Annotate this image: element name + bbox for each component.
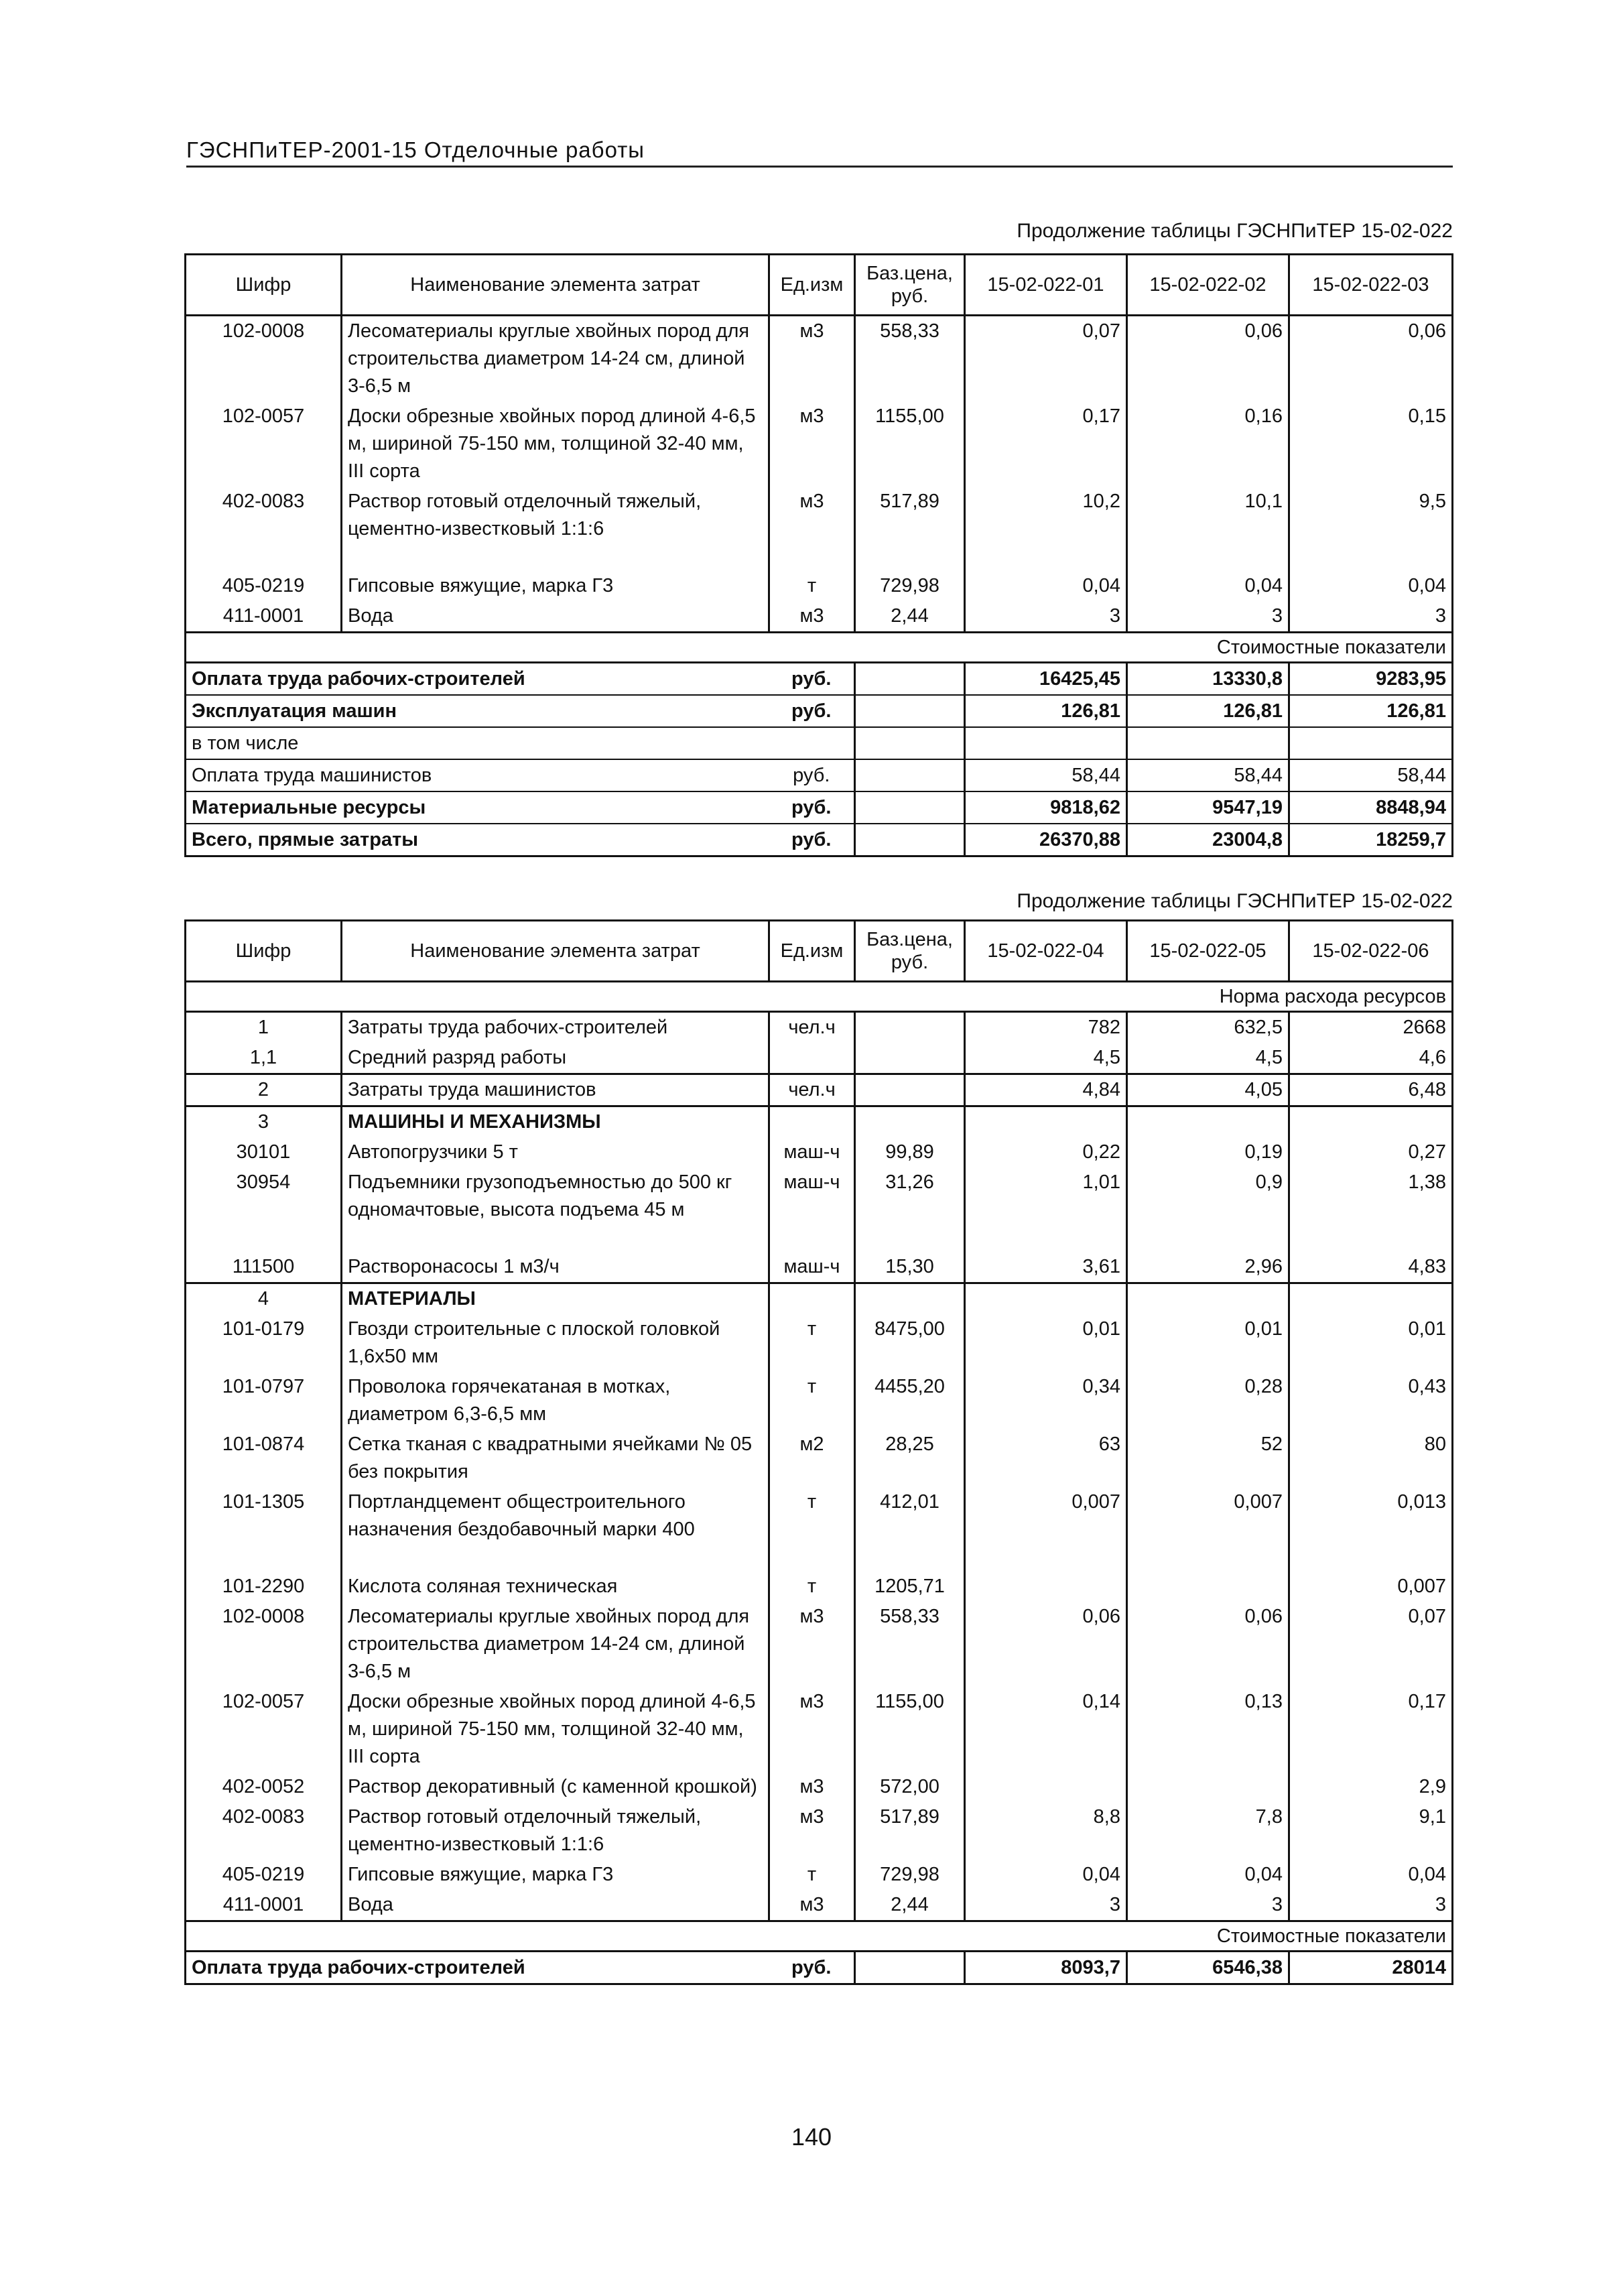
row-unit: м3	[769, 601, 855, 633]
row-value-3: 0,04	[1289, 571, 1453, 601]
resource-table-1	[184, 253, 1453, 857]
cost-name: Материальные ресурсы	[186, 791, 769, 824]
cost-unit: руб.	[769, 824, 855, 856]
row-value-2: 0,28	[1127, 1372, 1289, 1429]
row-unit: м3	[769, 1772, 855, 1802]
row-price: 15,30	[855, 1252, 965, 1283]
row-name: Лесоматериалы круглые хвойных пород для строительства диаметром 14-24 см, длиной 3-6,5 м	[342, 316, 769, 402]
row-value-1: 8,8	[965, 1802, 1127, 1860]
row-price: 31,26	[855, 1167, 965, 1225]
row-name: Портландцемент общестроительного назначения бездобавочный марки 400	[342, 1487, 769, 1545]
row-price: 412,01	[855, 1487, 965, 1545]
row-code: 405-0219	[186, 571, 342, 601]
row-value-2: 0,19	[1127, 1137, 1289, 1167]
table-row	[186, 1012, 1453, 1043]
row-value-2: 0,06	[1127, 316, 1289, 402]
row-value-3: 0,04	[1289, 1860, 1453, 1890]
cost-row	[186, 824, 1453, 856]
table-row	[186, 1602, 1453, 1687]
row-value-1	[965, 1772, 1127, 1802]
col-header-rate-6: 15-02-022-06	[1289, 921, 1453, 982]
row-unit: т	[769, 1487, 855, 1545]
row-code: 405-0219	[186, 1860, 342, 1890]
cost-row	[186, 695, 1453, 727]
cost-value-3: 126,81	[1289, 695, 1453, 727]
row-name: Раствор готовый отделочный тяжелый, цементно-известковый 1:1:6	[342, 1802, 769, 1860]
table-row	[186, 1043, 1453, 1074]
row-unit: чел.ч	[769, 1012, 855, 1043]
row-value-1: 63	[965, 1429, 1127, 1487]
row-name: Подъемники грузоподъемностью до 500 кг одномачтовые, высота подъема 45 м	[342, 1167, 769, 1225]
cost-value-3: 18259,7	[1289, 824, 1453, 856]
row-unit: м3	[769, 1687, 855, 1772]
row-value-3: 2668	[1289, 1012, 1453, 1043]
row-unit: м3	[769, 1802, 855, 1860]
row-price: 572,00	[855, 1772, 965, 1802]
section-row	[186, 1283, 1453, 1315]
row-unit: м3	[769, 1890, 855, 1921]
table-row	[186, 1429, 1453, 1487]
table-row	[186, 1252, 1453, 1283]
cost-value-3: 9283,95	[1289, 663, 1453, 696]
table-row	[186, 1372, 1453, 1429]
col-header-name: Наименование элемента затрат	[342, 255, 769, 316]
row-unit: чел.ч	[769, 1074, 855, 1106]
cost-value-1: 16425,45	[965, 663, 1127, 696]
cost-unit: руб.	[769, 791, 855, 824]
row-code: 102-0008	[186, 1602, 342, 1687]
row-value-3: 2,9	[1289, 1772, 1453, 1802]
cost-value-3: 58,44	[1289, 759, 1453, 791]
table-row	[186, 1890, 1453, 1921]
row-name: Раствор декоративный (с каменной крошкой)	[342, 1772, 769, 1802]
row-code: 30101	[186, 1137, 342, 1167]
cost-row	[186, 663, 1453, 696]
row-name: Сетка тканая с квадратными ячейками № 05 без покрытия	[342, 1429, 769, 1487]
row-value-1: 0,22	[965, 1137, 1127, 1167]
row-value-1: 782	[965, 1012, 1127, 1043]
row-value-2: 0,16	[1127, 401, 1289, 487]
cost-name: Оплата труда рабочих-строителей	[186, 1952, 769, 1984]
cost-row	[186, 1952, 1453, 1984]
row-name: Гвозди строительные с плоской головкой 1,6х50 мм	[342, 1314, 769, 1372]
col-header-unit: Ед.изм	[769, 921, 855, 982]
row-unit: маш-ч	[769, 1252, 855, 1283]
row-value-1: 0,01	[965, 1314, 1127, 1372]
row-price: 517,89	[855, 1802, 965, 1860]
row-value-3: 0,01	[1289, 1314, 1453, 1372]
row-value-2: 0,06	[1127, 1602, 1289, 1687]
row-code: 402-0083	[186, 1802, 342, 1860]
row-value-2: 0,007	[1127, 1487, 1289, 1545]
table-row	[186, 601, 1453, 633]
cost-value-2: 58,44	[1127, 759, 1289, 791]
row-value-2: 3	[1127, 601, 1289, 633]
row-name: Затраты труда рабочих-строителей	[342, 1012, 769, 1043]
row-name: Вода	[342, 601, 769, 633]
row-price: 2,44	[855, 1890, 965, 1921]
row-code: 402-0083	[186, 487, 342, 544]
col-header-code: Шифр	[186, 255, 342, 316]
cost-value-2: 126,81	[1127, 695, 1289, 727]
row-price: 558,33	[855, 1602, 965, 1687]
row-unit: маш-ч	[769, 1137, 855, 1167]
cost-unit: руб.	[769, 1952, 855, 1984]
row-unit: т	[769, 1372, 855, 1429]
row-value-3: 9,1	[1289, 1802, 1453, 1860]
row-code: 101-2290	[186, 1572, 342, 1602]
row-price: 1155,00	[855, 401, 965, 487]
row-value-2: 4,05	[1127, 1074, 1289, 1106]
row-code: 3	[186, 1106, 342, 1138]
row-value-1: 0,007	[965, 1487, 1127, 1545]
row-value-3: 0,013	[1289, 1487, 1453, 1545]
norm-band-label: Норма расхода ресурсов	[186, 982, 1453, 1012]
row-value-2: 4,5	[1127, 1043, 1289, 1074]
page-header-title: ГЭСНПиТЕР-2001-15 Отделочные работы	[186, 137, 1453, 168]
row-code: 101-1305	[186, 1487, 342, 1545]
row-name: Вода	[342, 1890, 769, 1921]
cost-value-2: 9547,19	[1127, 791, 1289, 824]
row-value-2: 0,04	[1127, 1860, 1289, 1890]
cost-name: Оплата труда машинистов	[186, 759, 769, 791]
cost-value-1: 8093,7	[965, 1952, 1127, 1984]
row-price: 729,98	[855, 1860, 965, 1890]
table-row	[186, 1137, 1453, 1167]
row-price: 4455,20	[855, 1372, 965, 1429]
row-unit: м2	[769, 1429, 855, 1487]
section-row	[186, 1106, 1453, 1138]
row-unit: т	[769, 571, 855, 601]
col-header-name: Наименование элемента затрат	[342, 921, 769, 982]
row-code: 1,1	[186, 1043, 342, 1074]
row-unit: маш-ч	[769, 1167, 855, 1225]
row-value-3: 4,6	[1289, 1043, 1453, 1074]
table-row	[186, 487, 1453, 544]
row-unit: м3	[769, 487, 855, 544]
row-name: Затраты труда машинистов	[342, 1074, 769, 1106]
row-code: 411-0001	[186, 601, 342, 633]
cost-value-3: 8848,94	[1289, 791, 1453, 824]
row-value-1: 1,01	[965, 1167, 1127, 1225]
cost-band-label: Стоимостные показатели	[186, 1921, 1453, 1952]
col-header-rate-2: 15-02-022-02	[1127, 255, 1289, 316]
row-value-1	[965, 1572, 1127, 1602]
row-value-3: 1,38	[1289, 1167, 1453, 1225]
row-unit: т	[769, 1572, 855, 1602]
row-value-2: 3	[1127, 1890, 1289, 1921]
row-value-2: 7,8	[1127, 1802, 1289, 1860]
row-unit: т	[769, 1860, 855, 1890]
page-number: 140	[791, 2123, 832, 2151]
row-value-3: 0,43	[1289, 1372, 1453, 1429]
cost-value-1: 126,81	[965, 695, 1127, 727]
row-price: 1205,71	[855, 1572, 965, 1602]
cost-value-1: 26370,88	[965, 824, 1127, 856]
row-value-3: 4,83	[1289, 1252, 1453, 1283]
row-code: 111500	[186, 1252, 342, 1283]
row-value-3: 6,48	[1289, 1074, 1453, 1106]
table-row	[186, 1772, 1453, 1802]
row-value-3: 9,5	[1289, 487, 1453, 544]
row-code: 102-0008	[186, 316, 342, 402]
row-name: Проволока горячекатаная в мотках, диаметром 6,3-6,5 мм	[342, 1372, 769, 1429]
row-value-1: 3,61	[965, 1252, 1127, 1283]
resource-table-2	[184, 919, 1453, 1985]
row-name: Доски обрезные хвойных пород длиной 4-6,5 м, шириной 75-150 мм, толщиной 32-40 мм, III сорта	[342, 1687, 769, 1772]
row-value-3: 0,06	[1289, 316, 1453, 402]
row-value-1: 3	[965, 601, 1127, 633]
table-row	[186, 1487, 1453, 1545]
row-name: Гипсовые вяжущие, марка Г3	[342, 571, 769, 601]
cost-value-2: 13330,8	[1127, 663, 1289, 696]
row-code: 102-0057	[186, 401, 342, 487]
table-row	[186, 1314, 1453, 1372]
col-header-code: Шифр	[186, 921, 342, 982]
row-unit: т	[769, 1314, 855, 1372]
cost-name: Всего, прямые затраты	[186, 824, 769, 856]
row-value-2: 52	[1127, 1429, 1289, 1487]
row-name: Средний разряд работы	[342, 1043, 769, 1074]
cost-name: Эксплуатация машин	[186, 695, 769, 727]
row-value-1: 0,04	[965, 571, 1127, 601]
row-unit: м3	[769, 401, 855, 487]
row-value-1: 0,04	[965, 1860, 1127, 1890]
cost-row	[186, 727, 1453, 759]
row-value-2	[1127, 1772, 1289, 1802]
cost-unit: руб.	[769, 759, 855, 791]
row-value-2	[1127, 1572, 1289, 1602]
row-price: 28,25	[855, 1429, 965, 1487]
row-code: 1	[186, 1012, 342, 1043]
row-value-1: 0,17	[965, 401, 1127, 487]
table-row	[186, 1860, 1453, 1890]
row-price: 2,44	[855, 601, 965, 633]
col-header-rate-5: 15-02-022-05	[1127, 921, 1289, 982]
row-code: 402-0052	[186, 1772, 342, 1802]
cost-name: в том числе	[186, 727, 769, 759]
row-name: Раствор готовый отделочный тяжелый, цементно-известковый 1:1:6	[342, 487, 769, 544]
row-value-3: 80	[1289, 1429, 1453, 1487]
col-header-rate-4: 15-02-022-04	[965, 921, 1127, 982]
table-row	[186, 316, 1453, 402]
row-value-1: 0,14	[965, 1687, 1127, 1772]
row-name: Доски обрезные хвойных пород длиной 4-6,5 м, шириной 75-150 мм, толщиной 32-40 мм, III сорта	[342, 401, 769, 487]
table-row	[186, 1572, 1453, 1602]
section-title: МАТЕРИАЛЫ	[342, 1283, 769, 1315]
cost-unit	[769, 727, 855, 759]
row-price: 8475,00	[855, 1314, 965, 1372]
row-value-1: 0,06	[965, 1602, 1127, 1687]
row-unit	[769, 1043, 855, 1074]
cost-row	[186, 759, 1453, 791]
row-name: Кислота соляная техническая	[342, 1572, 769, 1602]
cost-unit: руб.	[769, 695, 855, 727]
row-value-3: 3	[1289, 601, 1453, 633]
row-code: 101-0874	[186, 1429, 342, 1487]
row-value-2: 0,01	[1127, 1314, 1289, 1372]
row-code: 4	[186, 1283, 342, 1315]
row-value-1: 3	[965, 1890, 1127, 1921]
row-code: 30954	[186, 1167, 342, 1225]
row-value-1: 4,5	[965, 1043, 1127, 1074]
row-unit: м3	[769, 1602, 855, 1687]
table-row	[186, 571, 1453, 601]
row-price: 517,89	[855, 487, 965, 544]
row-value-3: 0,17	[1289, 1687, 1453, 1772]
row-price: 1155,00	[855, 1687, 965, 1772]
row-unit: м3	[769, 316, 855, 402]
row-code: 101-0797	[186, 1372, 342, 1429]
cost-unit: руб.	[769, 663, 855, 696]
row-price	[855, 1012, 965, 1043]
col-header-price: Баз.цена, руб.	[855, 255, 965, 316]
table1-caption: Продолжение таблицы ГЭСНПиТЕР 15-02-022	[1017, 220, 1453, 242]
table2-caption: Продолжение таблицы ГЭСНПиТЕР 15-02-022	[1017, 890, 1453, 912]
row-value-2: 632,5	[1127, 1012, 1289, 1043]
row-value-3: 3	[1289, 1890, 1453, 1921]
section-title: МАШИНЫ И МЕХАНИЗМЫ	[342, 1106, 769, 1138]
row-price	[855, 1074, 965, 1106]
col-header-price: Баз.цена, руб.	[855, 921, 965, 982]
row-value-2: 0,13	[1127, 1687, 1289, 1772]
cost-value-1: 58,44	[965, 759, 1127, 791]
row-value-3: 0,07	[1289, 1602, 1453, 1687]
row-name: Лесоматериалы круглые хвойных пород для строительства диаметром 14-24 см, длиной 3-6,5 м	[342, 1602, 769, 1687]
col-header-rate-3: 15-02-022-03	[1289, 255, 1453, 316]
cost-value-3	[1289, 727, 1453, 759]
row-code: 102-0057	[186, 1687, 342, 1772]
row-name: Автопогрузчики 5 т	[342, 1137, 769, 1167]
cost-band-label: Стоимостные показатели	[186, 633, 1453, 663]
cost-value-2: 6546,38	[1127, 1952, 1289, 1984]
row-name: Гипсовые вяжущие, марка Г3	[342, 1860, 769, 1890]
cost-row	[186, 791, 1453, 824]
row-value-1: 0,07	[965, 316, 1127, 402]
row-value-2: 10,1	[1127, 487, 1289, 544]
cost-value-3: 28014	[1289, 1952, 1453, 1984]
row-value-2: 0,9	[1127, 1167, 1289, 1225]
row-price: 99,89	[855, 1137, 965, 1167]
row-value-2: 2,96	[1127, 1252, 1289, 1283]
row-value-3: 0,27	[1289, 1137, 1453, 1167]
row-price	[855, 1043, 965, 1074]
cost-value-1: 9818,62	[965, 791, 1127, 824]
row-code: 2	[186, 1074, 342, 1106]
table-row	[186, 1074, 1453, 1106]
row-value-2: 0,04	[1127, 571, 1289, 601]
row-code: 411-0001	[186, 1890, 342, 1921]
row-value-3: 0,15	[1289, 401, 1453, 487]
cost-value-1	[965, 727, 1127, 759]
col-header-rate-1: 15-02-022-01	[965, 255, 1127, 316]
cost-value-2: 23004,8	[1127, 824, 1289, 856]
table-row	[186, 401, 1453, 487]
row-name: Растворонасосы 1 м3/ч	[342, 1252, 769, 1283]
table-row	[186, 1167, 1453, 1225]
row-price: 558,33	[855, 316, 965, 402]
row-value-1: 10,2	[965, 487, 1127, 544]
cost-name: Оплата труда рабочих-строителей	[186, 663, 769, 696]
row-value-1: 4,84	[965, 1074, 1127, 1106]
row-value-3: 0,007	[1289, 1572, 1453, 1602]
cost-value-2	[1127, 727, 1289, 759]
row-code: 101-0179	[186, 1314, 342, 1372]
col-header-unit: Ед.изм	[769, 255, 855, 316]
table-row	[186, 1687, 1453, 1772]
row-price: 729,98	[855, 571, 965, 601]
table-row	[186, 1802, 1453, 1860]
row-value-1: 0,34	[965, 1372, 1127, 1429]
